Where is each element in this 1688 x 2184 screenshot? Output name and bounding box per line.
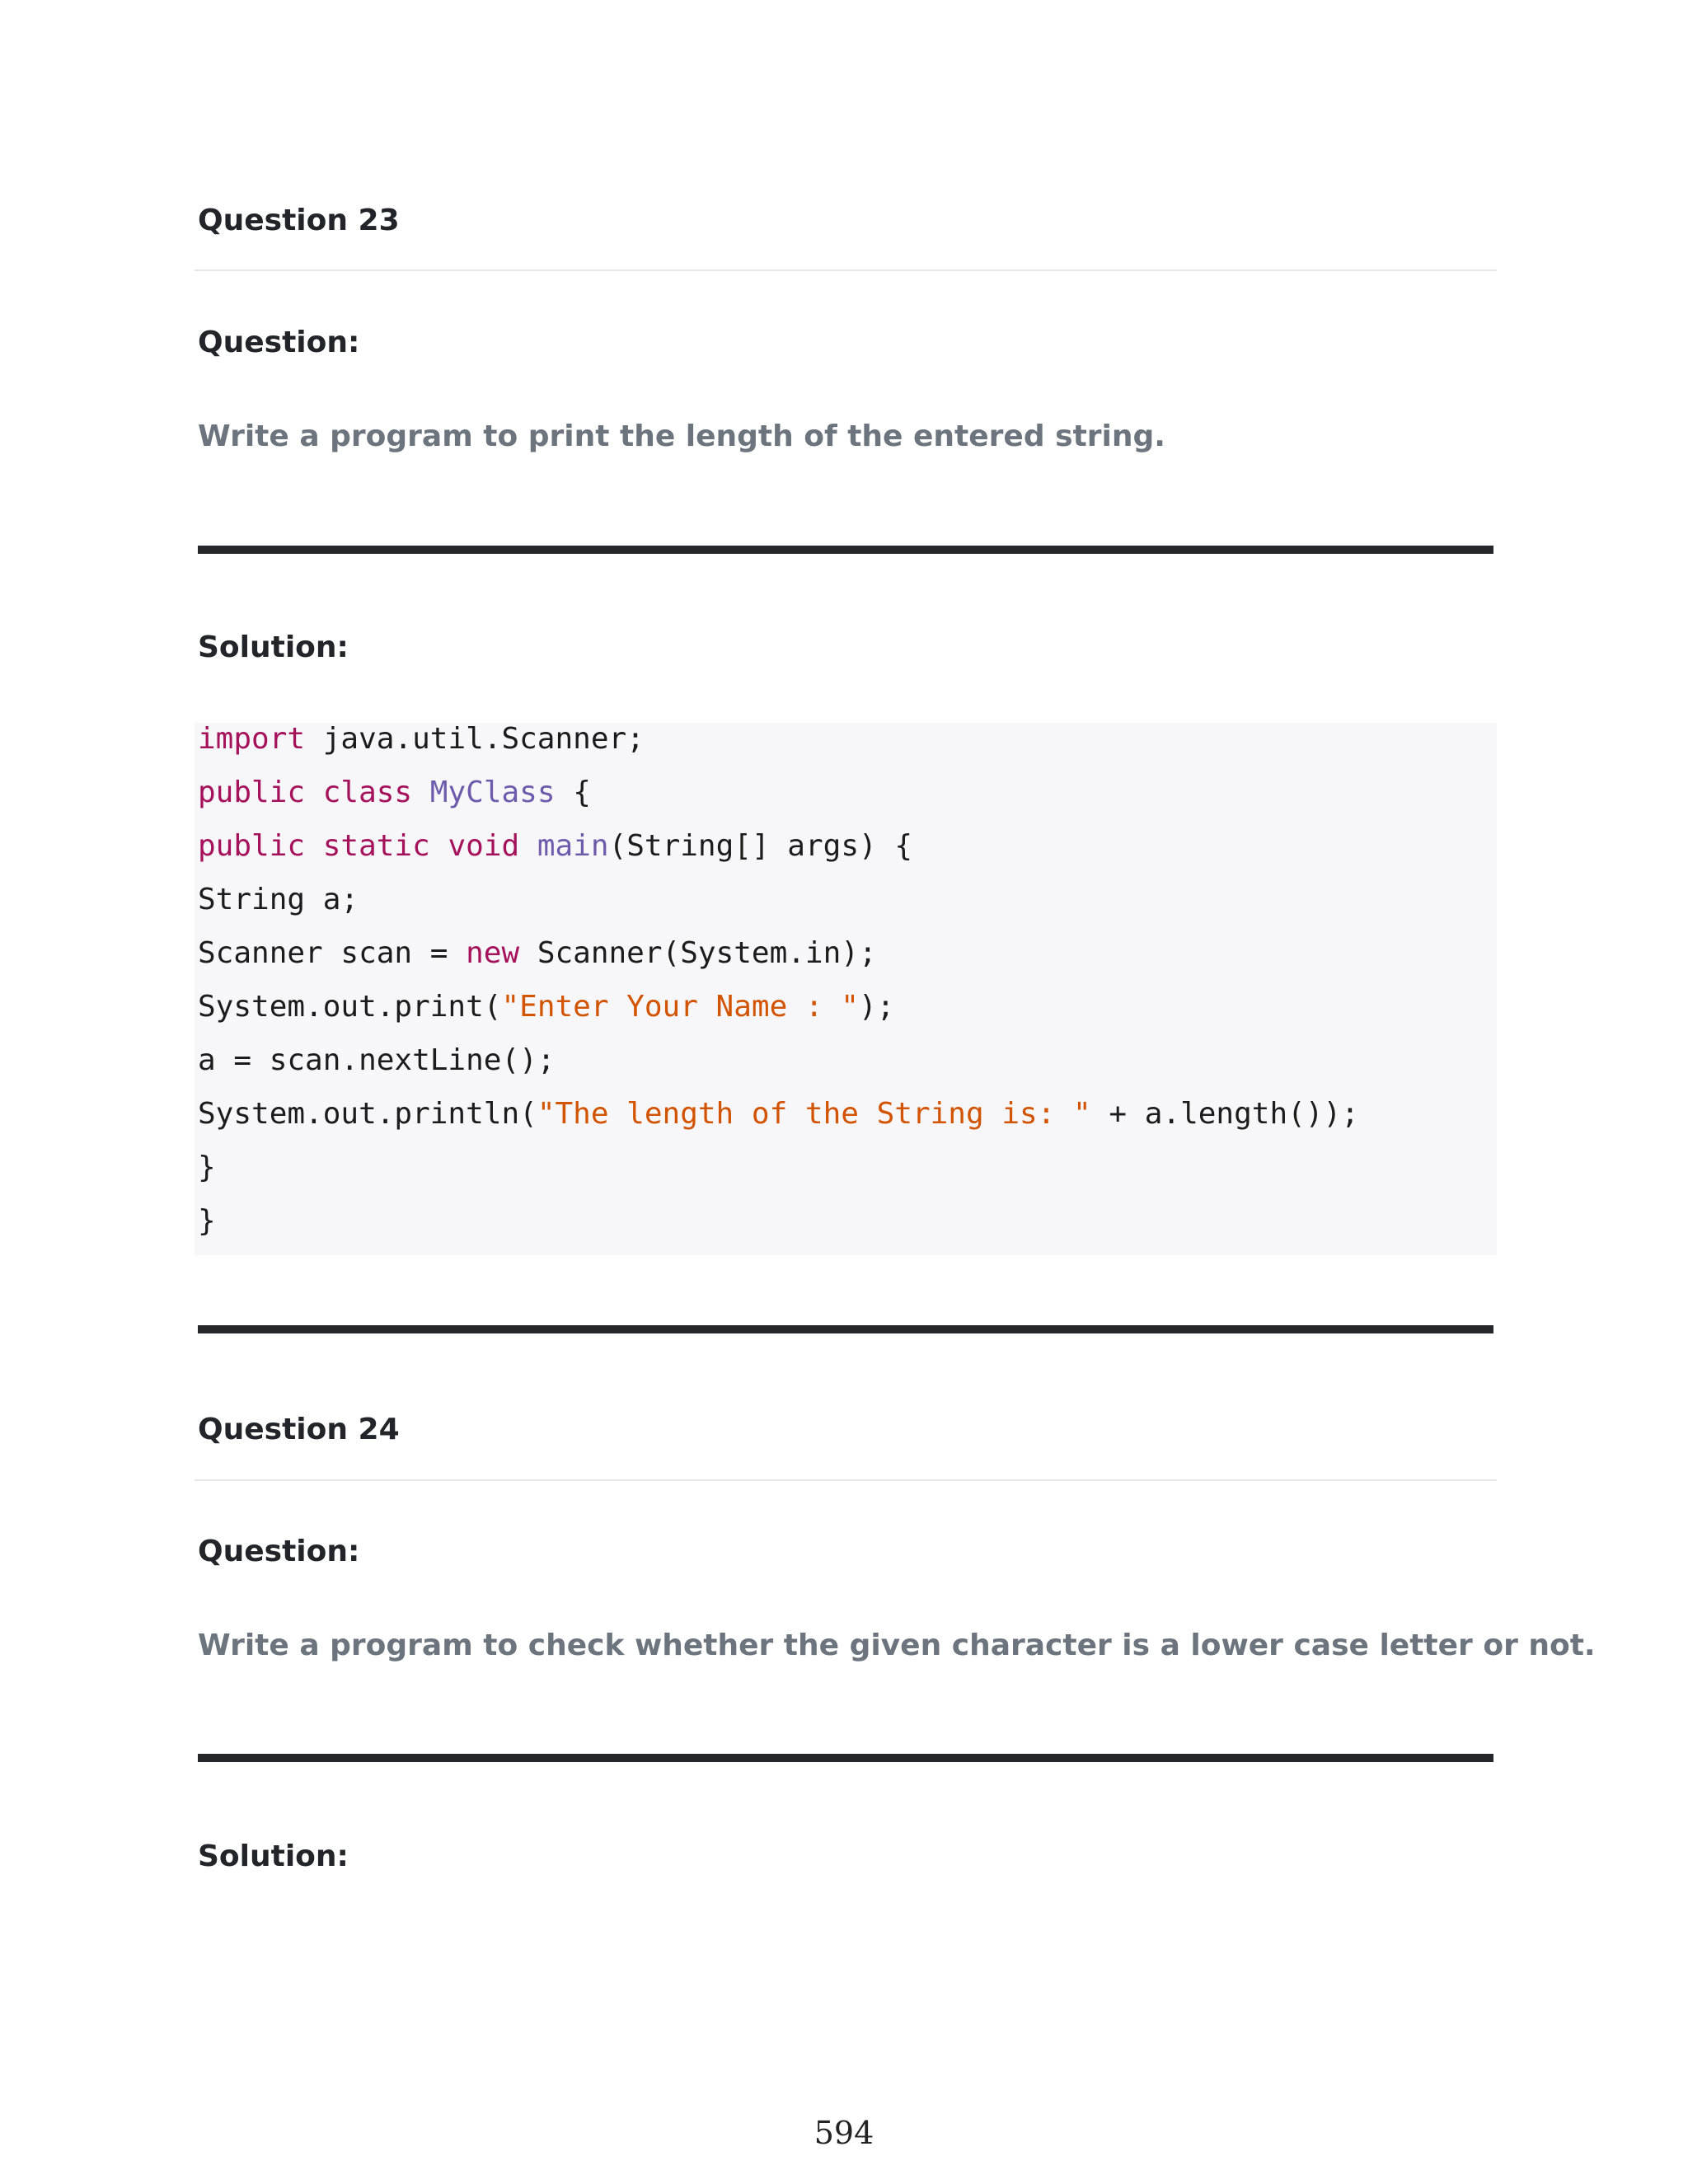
code-token: MyClass	[429, 776, 556, 809]
code-token: "The length of the String is: "	[537, 1097, 1091, 1131]
code-token: class	[322, 776, 413, 809]
code-line	[198, 1098, 1497, 1151]
code-token: import	[198, 722, 306, 756]
code-token: a = scan.nextLine();	[198, 1043, 556, 1077]
code-token: static	[322, 829, 430, 863]
code-token	[305, 829, 323, 863]
code-token: Scanner scan =	[198, 936, 467, 970]
question-23-question-text: Write a program to print the length of the entered string.	[198, 419, 1165, 453]
code-line	[198, 723, 1497, 776]
question-23-end-divider	[198, 1325, 1493, 1333]
code-token: {	[555, 776, 591, 809]
question-23-section-divider	[198, 546, 1493, 554]
code-token	[305, 776, 323, 809]
code-line	[198, 830, 1497, 883]
code-line	[198, 1151, 1497, 1205]
page-number: 594	[814, 2115, 874, 2151]
question-23-question-label: Question:	[198, 326, 360, 359]
code-line	[198, 883, 1497, 937]
question-23-solution-label: Solution:	[198, 630, 349, 664]
code-token: java.util.Scanner;	[305, 722, 645, 756]
code-token: void	[448, 829, 520, 863]
code-token: );	[858, 990, 895, 1024]
question-24-question-text: Write a program to check whether the given character is a lower case letter or not.	[198, 1629, 1596, 1662]
code-line	[198, 1205, 1497, 1258]
code-token: main	[537, 829, 609, 863]
code-token: }	[198, 1204, 216, 1238]
code-token	[412, 776, 430, 809]
question-23-title: Question 23	[198, 204, 400, 237]
question-24-solution-label: Solution:	[198, 1840, 349, 1873]
question-24-title-divider	[195, 1479, 1497, 1481]
code-token: String a;	[198, 883, 359, 916]
code-token: System.out.println(	[198, 1097, 537, 1131]
code-token: }	[198, 1151, 216, 1184]
code-token	[430, 829, 448, 863]
code-token: System.out.print(	[198, 990, 502, 1024]
code-lines	[198, 723, 1497, 1258]
code-token: (String[] args) {	[608, 829, 913, 863]
code-line	[198, 937, 1497, 991]
question-24-title: Question 24	[198, 1413, 400, 1446]
question-24-question-label: Question:	[198, 1535, 360, 1568]
code-token: Scanner(System.in);	[519, 936, 877, 970]
code-token: + a.length());	[1090, 1097, 1359, 1131]
code-token	[519, 829, 537, 863]
code-token: public	[198, 776, 306, 809]
code-line	[198, 776, 1497, 830]
code-token: "Enter Your Name : "	[501, 990, 859, 1024]
code-token: public	[198, 829, 306, 863]
question-23-title-divider	[195, 269, 1497, 271]
code-token: new	[466, 936, 520, 970]
code-line	[198, 991, 1497, 1044]
code-line	[198, 1044, 1497, 1098]
question-23-code-block	[195, 723, 1497, 1255]
question-24-section-divider	[198, 1754, 1493, 1762]
